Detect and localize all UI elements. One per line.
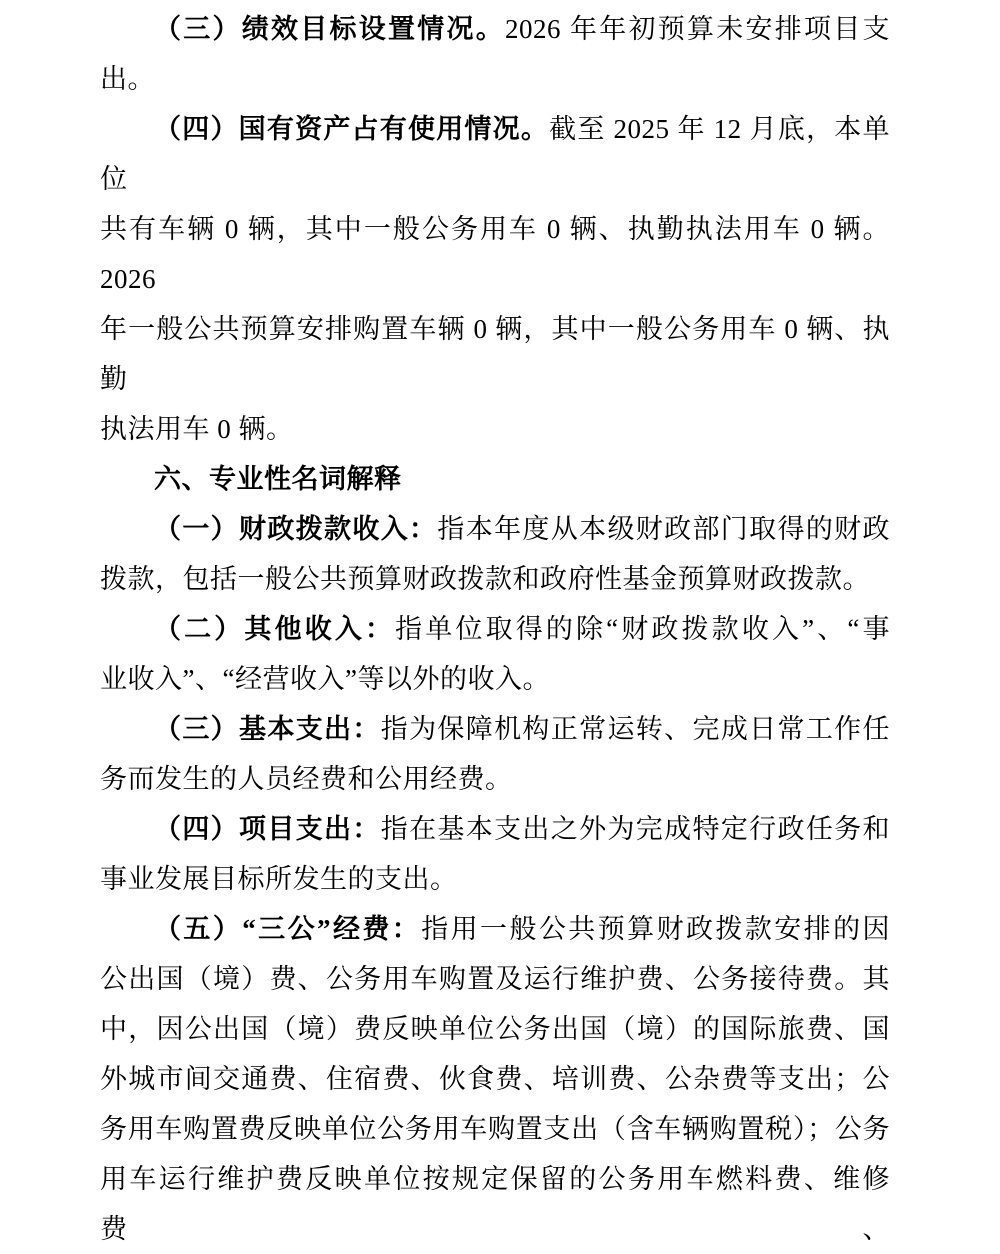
text-line (100, 1054, 890, 1104)
heading-text: 六、专业性名词解释 (154, 464, 402, 494)
line-text: 用车运行维护费反映单位按规定保留的公务用车燃料费、维修费、 (100, 1164, 890, 1244)
text-line (100, 754, 890, 804)
text-line (100, 304, 890, 404)
lead-in-bold: （四）项目支出： (154, 814, 381, 844)
line-text: 业收入”、“经营收入”等以外的收入。 (100, 664, 550, 694)
text-line (100, 1004, 890, 1054)
line-text: 事业发展目标所发生的支出。 (100, 864, 458, 894)
line-text: 共有车辆 0 辆，其中一般公务用车 0 辆、执勤执法用车 0 辆。2026 (100, 214, 890, 294)
text-line (100, 1154, 890, 1254)
line-text: 中，因公出国（境）费反映单位公务出国（境）的国际旅费、国 (100, 1014, 890, 1044)
text-line (100, 204, 890, 304)
text-line (100, 554, 890, 604)
text-line (100, 904, 890, 954)
lead-in-bold: （三）绩效目标设置情况。 (154, 14, 505, 44)
lead-in-bold: （一）财政拨款收入： (154, 514, 438, 544)
lead-in-bold: （二）其他收入： (154, 614, 396, 644)
text-line (100, 504, 890, 554)
text-line (100, 604, 890, 654)
text-line (100, 854, 890, 904)
section-heading (100, 454, 890, 504)
text-line (100, 1104, 890, 1154)
document-body (100, 0, 890, 1254)
text-line (100, 654, 890, 704)
line-text: 拨款，包括一般公共预算财政拨款和政府性基金预算财政拨款。 (100, 564, 870, 594)
line-text: 指为保障机构正常运转、完成日常工作任 (380, 714, 891, 744)
line-text: 年一般公共预算安排购置车辆 0 辆，其中一般公务用车 0 辆、执勤 (100, 314, 890, 394)
text-line (100, 804, 890, 854)
lead-in-bold: （四）国有资产占有使用情况。 (154, 114, 550, 144)
text-line (100, 4, 890, 104)
text-line (100, 404, 890, 454)
line-text: 指用一般公共预算财政拨款安排的因 (421, 914, 891, 944)
text-line (100, 954, 890, 1004)
line-text: 务用车购置费反映单位公务用车购置支出（含车辆购置税）；公务 (100, 1114, 890, 1144)
line-text: 务而发生的人员经费和公用经费。 (100, 764, 513, 794)
line-text: 指单位取得的除“财政拨款收入”、“事 (395, 614, 891, 644)
lead-in-bold: （五）“三公”经费： (154, 914, 422, 944)
line-text: 外城市间交通费、住宿费、伙食费、培训费、公杂费等支出；公 (100, 1064, 890, 1094)
line-text: 截至 2025 年 12 月底，本单位 (100, 114, 891, 194)
text-line (100, 104, 890, 204)
line-text: 指在基本支出之外为完成特定行政任务和 (380, 814, 891, 844)
line-text: 指本年度从本级财政部门取得的财政 (437, 514, 891, 544)
line-text: 公出国（境）费、公务用车购置及运行维护费、公务接待费。其 (100, 964, 890, 994)
lead-in-bold: （三）基本支出： (154, 714, 381, 744)
line-text: 执法用车 0 辆。 (100, 414, 294, 444)
text-line (100, 704, 890, 754)
line-text: 2026 年年初预算未安排项目支出。 (100, 14, 890, 94)
